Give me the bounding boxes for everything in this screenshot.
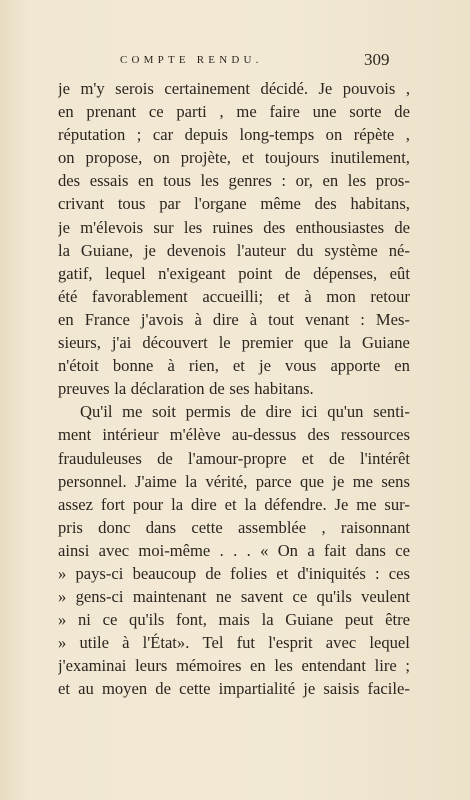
text-line: en prenant ce parti , me faire une sorte de: [58, 102, 410, 122]
text-line: je m'y serois certainement décidé. Je pouvois ,: [58, 79, 410, 98]
paragraph: [58, 400, 410, 700]
text-line: été favorablement accueilli; et à mon retour: [58, 286, 410, 306]
text-line: sieurs, j'ai découvert le premier que la Guiane: [58, 333, 410, 353]
text-line: Qu'il me soit permis de dire ici qu'un senti-: [80, 402, 410, 422]
text-line: ainsi avec moi-même . . . « On a fait dans ce: [58, 540, 410, 560]
text-line: et au moyen de cette impartialité je saisis facile-: [58, 679, 410, 699]
text-line: ment intérieur m'élève au-dessus des ressources: [58, 425, 410, 445]
text-line: la Guiane, je devenois l'auteur du système né-: [58, 240, 410, 260]
text-line: n'étoit bonne à rien, et je vous apporte en: [58, 356, 410, 376]
text-line: en France j'avois à dire à tout venant : Mes-: [58, 309, 410, 329]
text-line: » utile à l'État». Tel fut l'esprit avec lequel: [58, 633, 410, 653]
text-line: réputation ; car depuis long-temps on répète ,: [58, 125, 410, 145]
text-line: » ni ce qu'ils font, mais la Guiane peut être: [58, 610, 410, 630]
text-line: preuves la déclaration de ses habitans.: [58, 379, 314, 399]
text-line: frauduleuses de l'amour-propre et de l'intérêt: [58, 448, 410, 468]
text-line: assez fort pour la dire et la défendre. Je me sur-: [58, 494, 410, 514]
text-line: crivant tous par l'organe même des habitans,: [58, 194, 410, 214]
text-line: je m'élevois sur les ruines des enthousiastes de: [58, 217, 410, 237]
text-line: j'examinai leurs mémoires en les entendant lire ;: [58, 656, 410, 676]
running-head: COMPTE RENDU.: [120, 54, 263, 66]
text-line: » pays-ci beaucoup de folies et d'iniquités : ces: [58, 563, 410, 583]
page-header: [0, 50, 470, 74]
paragraph: [58, 77, 410, 400]
text-line: personnel. J'aime la vérité, parce que je me sens: [58, 471, 410, 491]
text-line: » gens-ci maintenant ne savent ce qu'ils veulent: [58, 587, 410, 607]
page-number: 309: [364, 50, 390, 69]
text-line: des essais en tous les genres : or, en les pros-: [58, 171, 410, 191]
text-line: gatif, lequel n'exigeant point de dépenses, eût: [58, 263, 410, 283]
text-line: pris donc dans cette assemblée , raisonnant: [58, 517, 410, 537]
text-line: on propose, on projète, et toujours inutilement,: [58, 148, 410, 168]
text-body: [58, 77, 410, 701]
